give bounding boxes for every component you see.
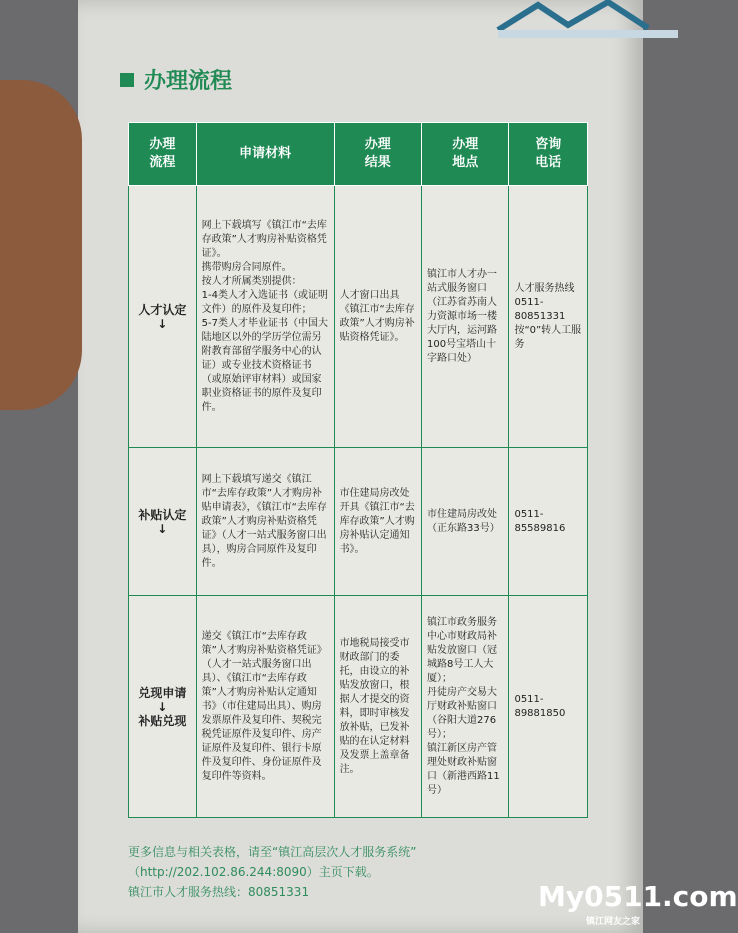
table-header-row [129, 123, 588, 186]
result-cell: 人才窗口出具《镇江市“去库存政策”人才购房补贴资格凭证》。 [334, 186, 421, 448]
phone-cell: 人才服务热线0511-80851331按“0”转人工服务 [509, 186, 588, 448]
materials-cell: 网上下载填写《镇江市“去库存政策”人才购房补贴资格凭证》。 携带购房合同原件。 按人才所属类别提供： 1-4类人才入选证书（或证明文件）的原件及复印件； 5-7类人才毕业证书（中国大陆地区以外的学历学位需另附教育部留学服务中心的认证）或专业技术资格证书（或原始评审材料）或国家职业资格证书的原件及复印件。 [196, 186, 334, 448]
col-header-location: 办理 地点 [422, 123, 509, 186]
materials-cell: 递交《镇江市“去库存政策”人才购房补贴资格凭证》（人才一站式服务窗口出具）、《镇江市“去库存政策”人才购房补贴认定通知书》（市住建局出具）、购房发票原件及复印件、契税完税凭证原件及复印件、房产证原件及复印件、银行卡原件及复印件、身份证原件及复印件等资料。 [196, 596, 334, 818]
footer-hotline: 镇江市人才服务热线：80851331 [128, 885, 310, 899]
location-cell: 镇江市政务服务中心市财政局补贴发放窗口（冠城路8号工人大厦）； 丹徒房产交易大厅财政补贴窗口（谷阳大道276号）； 镇江新区房产管理处财政补贴窗口（新港西路11号） [422, 596, 509, 818]
section-title [120, 64, 232, 95]
location-cell: 镇江市人才办一站式服务窗口（江苏省苏南人力资源市场一楼大厅内，运河路100号宝塔山十字路口处） [422, 186, 509, 448]
footer-info [128, 842, 416, 902]
step-cell: 兑现申请 ↓ 补贴兑现 [129, 596, 197, 818]
phone-cell: 0511-89881850 [509, 596, 588, 818]
section-title-text: 办理流程 [144, 69, 233, 94]
result-cell: 市住建局房改处开具《镇江市“去库存政策”人才购房补贴认定通知书》。 [334, 448, 421, 596]
location-cell: 市住建局房改处（正东路33号） [422, 448, 509, 596]
house-roof-graphic [498, 0, 678, 40]
table-row [129, 186, 588, 448]
result-cell: 市地税局接受市财政部门的委托，由设立的补贴发放窗口，根据人才提交的资料，即时审核发放补贴，已发补贴的在认定材料及发票上盖章备注。 [334, 596, 421, 818]
watermark-tagline: 镇江网友之家 [586, 917, 641, 927]
col-header-materials: 申请材料 [196, 123, 334, 186]
watermark-logo: My0511.com [538, 880, 738, 913]
finger-holding-paper [0, 80, 82, 410]
col-header-step: 办理 流程 [129, 123, 197, 186]
step-cell: 人才认定 ↓ [129, 186, 197, 448]
footer-line-2: （http://202.102.86.244:8090）主页下载。 [128, 865, 379, 879]
table-row [129, 448, 588, 596]
materials-cell: 网上下载填写递交《镇江市“去库存政策”人才购房补贴申请表》，《镇江市“去库存政策”人才购房补贴资格凭证》（人才一站式服务窗口出具），购房合同原件及复印件。 [196, 448, 334, 596]
col-header-phone: 咨询 电话 [509, 123, 588, 186]
process-table [128, 122, 588, 818]
footer-line-1: 更多信息与相关表格，请至“镇江高层次人才服务系统” [128, 845, 417, 859]
bullet-square-icon [120, 73, 134, 87]
step-cell: 补贴认定 ↓ [129, 448, 197, 596]
phone-cell: 0511-85589816 [509, 448, 588, 596]
col-header-result: 办理 结果 [334, 123, 421, 186]
table-row [129, 596, 588, 818]
site-watermark [538, 880, 738, 927]
